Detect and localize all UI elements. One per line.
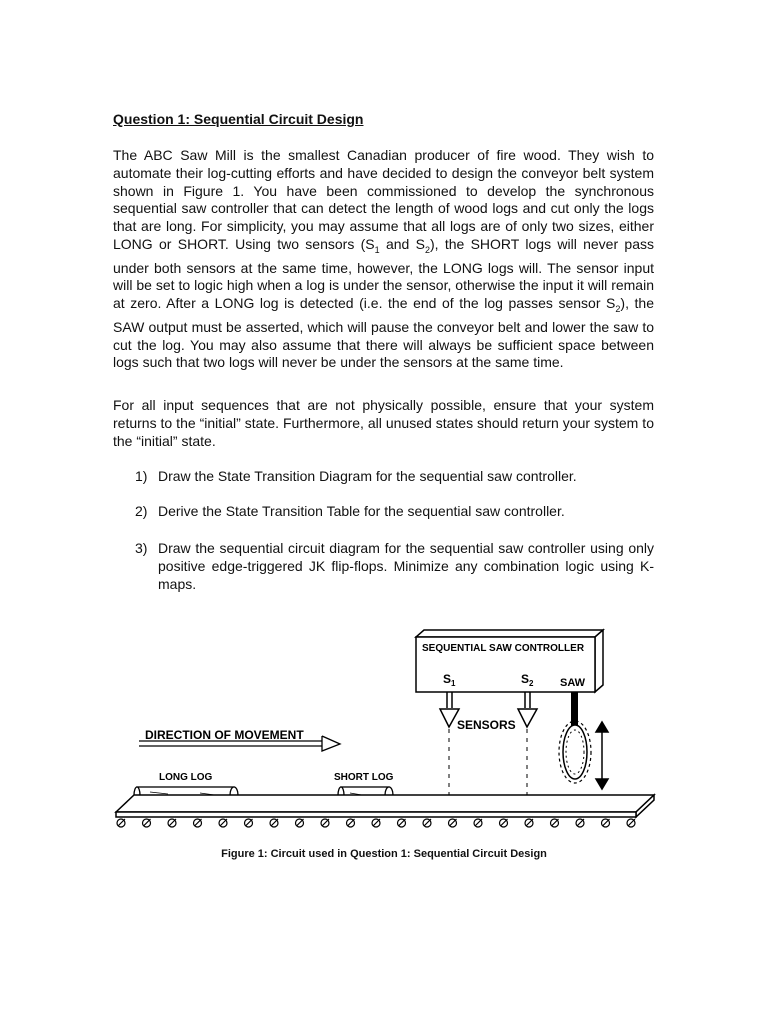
task-number: 3) (135, 540, 148, 556)
task-number: 2) (135, 503, 148, 519)
sensor-s2 (518, 692, 537, 812)
long-log-label: LONG LOG (159, 772, 213, 783)
conveyor-belt (116, 795, 654, 817)
controller-label: SEQUENTIAL SAW CONTROLLER (422, 643, 585, 654)
problem-text-b: and S (379, 235, 425, 252)
problem-text-d: ), the SAW output must be asserted, which will pause the conveyor belt and lower the saw to cut the log. You may also assume that there will always be sufficient space between logs such that two logs will never be under the sensors at the same time. (113, 295, 654, 371)
s1-port-label: $S_1$ (443, 672, 456, 688)
question-title: Question 1: Sequential Circuit Design (113, 111, 364, 127)
up-down-arrow-icon (596, 722, 608, 789)
short-log-label: SHORT LOG (334, 772, 394, 783)
direction-label: DIRECTION OF MOVEMENT (145, 728, 304, 742)
task-text: Draw the State Transition Diagram for the sequential saw controller. (158, 468, 577, 484)
subscript-2: 2 (424, 244, 430, 255)
s2-port-label: $S_2$ (521, 672, 534, 688)
controller-box (416, 630, 603, 692)
conveyor-rollers (117, 819, 635, 827)
problem-text-a: The ABC Saw Mill is the smallest Canadian producer of fire wood. They wish to automate their log-cutting efforts and have decided to design the conveyor belt system shown in Figure 1. You have been commissioned to develop the synchronous sequential saw controller that can detect the length of wood logs and cut only the logs that are long. For simplicity, you may assume that all logs are of only two sizes, either LONG or SHORT. Using two sensors (S (113, 147, 654, 252)
requirements-paragraph: For all input sequences that are not physically possible, ensure that your system returns to the “initial” state. Furthermore, all unused states should return your system to the “initial” state. (113, 397, 654, 449)
task-text: Derive the State Transition Table for the sequential saw controller. (158, 503, 565, 519)
task-text: Draw the sequential circuit diagram for the sequential saw controller using only positive edge-triggered JK flip-flops. Minimize any combination logic using K-maps. (158, 540, 654, 592)
sensors-label: SENSORS (457, 718, 516, 732)
figure-caption: Figure 1: Circuit used in Question 1: Sequential Circuit Design (221, 848, 547, 860)
problem-text-c: ), the SHORT logs will never pass under both sensors at the same time, however, the LONG logs will. The sensor input will be set to logic high when a log is under the sensor, otherwise the input it will remain at zero. After a LONG log is detected (i.e. the end of the log passes sensor S (113, 235, 655, 312)
saw-blade-icon (559, 692, 591, 783)
subscript-3: 2 (615, 303, 621, 314)
saw-port-label: SAW (560, 677, 586, 689)
sensor-s1 (440, 692, 459, 812)
subscript-1: 1 (374, 244, 380, 255)
task-number: 1) (135, 468, 148, 484)
